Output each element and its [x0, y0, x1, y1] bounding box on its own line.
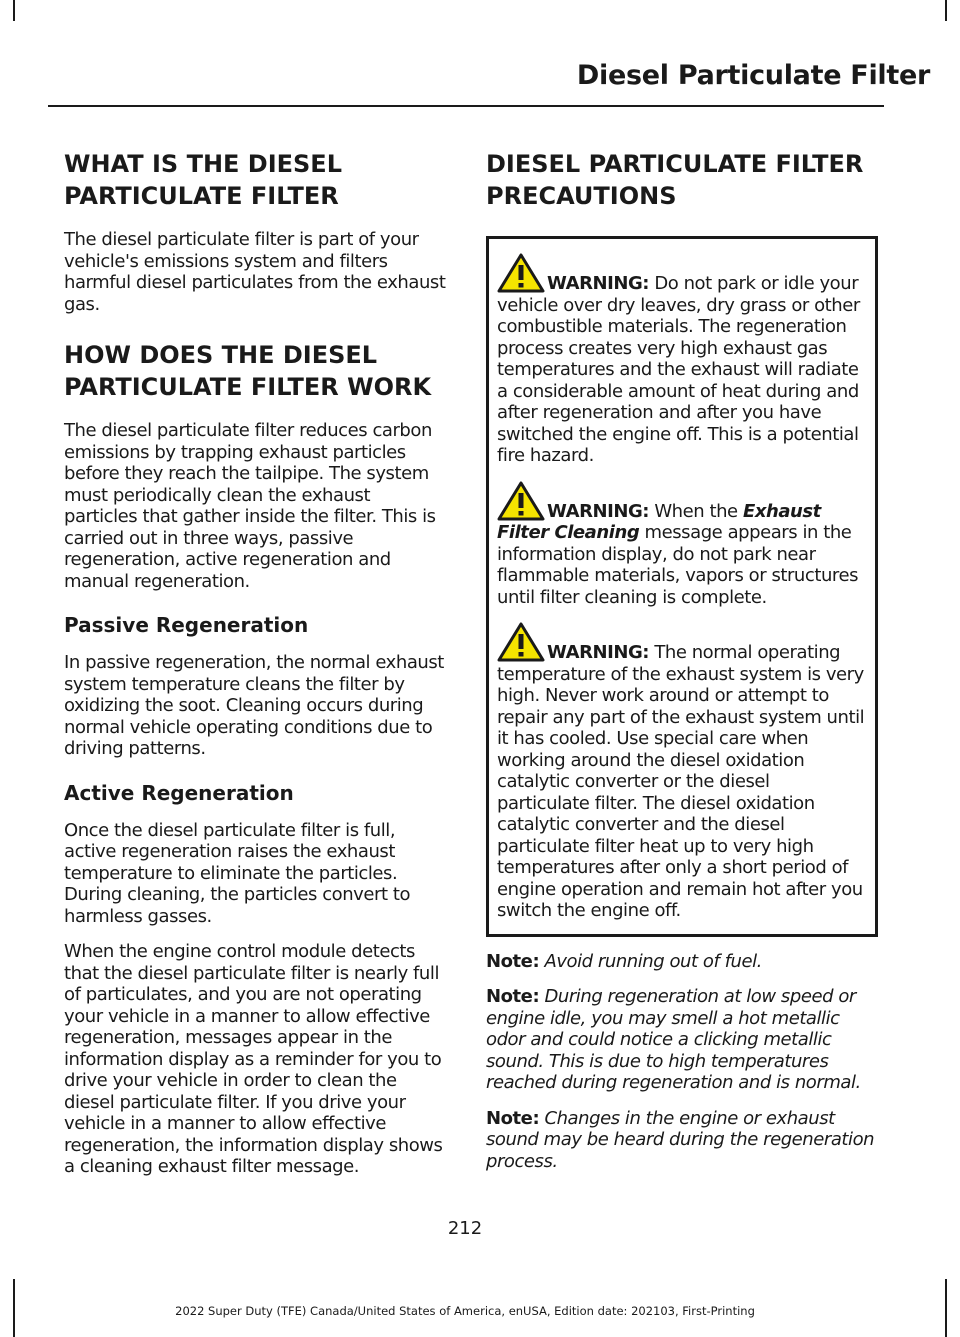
warning-box: [486, 236, 878, 937]
paragraph-active-regeneration-2: When the engine control module detects that the diesel particulate filter is nearly full of particulates, and you are not operating your vehicle in a manner to allow effective regeneration, messages appear in the information display as a reminder for you to drive your vehicle in order to clean the diesel particulate filter. If you drive your vehicle in a manner to allow effective regeneration, the information display shows a cleaning exhaust filter message.: [64, 941, 443, 1177]
note-3: [486, 1108, 878, 1173]
note-2: [486, 986, 878, 1094]
note-label: Note:: [486, 986, 540, 1007]
warning-2-text-pre: When the: [654, 500, 738, 522]
crop-mark-top-right: [945, 0, 947, 21]
page-header-title: Diesel Particulate Filter: [576, 60, 930, 91]
warning-triangle-icon: [497, 622, 545, 662]
left-column: [64, 148, 448, 1192]
exhaust-filter-cleaning-message: Exhaust Filter Cleaning: [497, 500, 821, 543]
warning-1-text: Do not park or idle your vehicle over dry leaves, dry grass or other combustible materials. The regeneration process creates very high exhaust gas temperatures and the exhaust will radiate a considerable amount of heat during and after regeneration and after you have switched the engine off. This is a potential fire hazard.: [497, 273, 860, 466]
edition-footer: 2022 Super Duty (TFE) Canada/United States of America, enUSA, Edition date: 202103, First-Printing: [175, 1304, 755, 1318]
warning-triangle-icon: [497, 253, 545, 293]
page-number: 212: [447, 1218, 483, 1239]
heading-what-is-dpf: WHAT IS THE DIESEL PARTICULATE FILTER: [64, 150, 342, 210]
note-1-text: Avoid running out of fuel.: [544, 950, 762, 972]
note-3-text: Changes in the engine or exhaust sound may be heard during the regeneration process.: [486, 1107, 875, 1172]
paragraph-passive-regeneration: In passive regeneration, the normal exhaust system temperature cleans the filter by oxidizing the soot. Cleaning occurs during normal vehicle operating conditions due to driving patterns.: [64, 652, 444, 759]
crop-mark-bottom-right: [945, 1279, 947, 1337]
warning-label: WARNING:: [547, 273, 650, 294]
paragraph-what-is-dpf: The diesel particulate filter is part of your vehicle's emissions system and filters harmful diesel particulates from the exhaust gas.: [64, 229, 446, 315]
warning-3: [497, 622, 867, 922]
paragraph-how-dpf-works: The diesel particulate filter reduces carbon emissions by trapping exhaust particles before they reach the tailpipe. The system must periodically clean the exhaust particles that gather inside the filter. This is carried out in three ways, passive regeneration, active regeneration and manual regeneration.: [64, 420, 436, 592]
warning-triangle-icon: [497, 481, 545, 521]
heading-how-dpf-works: HOW DOES THE DIESEL PARTICULATE FILTER WORK: [64, 341, 432, 401]
warning-2: [497, 481, 867, 609]
heading-dpf-precautions: DIESEL PARTICULATE FILTER PRECAUTIONS: [486, 150, 864, 210]
right-column: [486, 148, 878, 1186]
note-label: Note:: [486, 1107, 540, 1129]
warning-2-text-post: message appears in the information display, do not park near flammable materials, vapors or structures until filter cleaning is complete.: [497, 522, 859, 608]
heading-active-regeneration: Active Regeneration: [64, 780, 294, 805]
warning-1: [497, 253, 867, 467]
warning-3-text: The normal operating temperature of the exhaust system is very high. Never work around or attempt to repair any part of the exhaust system until it has cooled. Use special care when working around the diesel oxidation catalytic converter or the diesel particulate filter. The diesel oxidation catalytic converter and the diesel particulate filter heat up to very high temperatures after only a short period of engine operation and remain hot after you switch the engine off.: [497, 642, 865, 921]
paragraph-active-regeneration-1: Once the diesel particulate filter is full, active regeneration raises the exhaust temperature to eliminate the particles. During cleaning, the particles convert to harmless gasses.: [64, 819, 411, 927]
header-divider: [48, 105, 884, 107]
note-2-text: During regeneration at low speed or engine idle, you may smell a hot metallic odor and could notice a clicking metallic sound. This is due to high temperatures reached during regeneration and is normal.: [486, 986, 861, 1093]
warning-label: WARNING:: [547, 642, 650, 663]
note-1: [486, 951, 878, 973]
crop-mark-top-left: [13, 0, 15, 21]
heading-passive-regeneration: Passive Regeneration: [64, 613, 309, 637]
note-label: Note:: [486, 950, 540, 972]
warning-label: WARNING:: [547, 500, 650, 522]
